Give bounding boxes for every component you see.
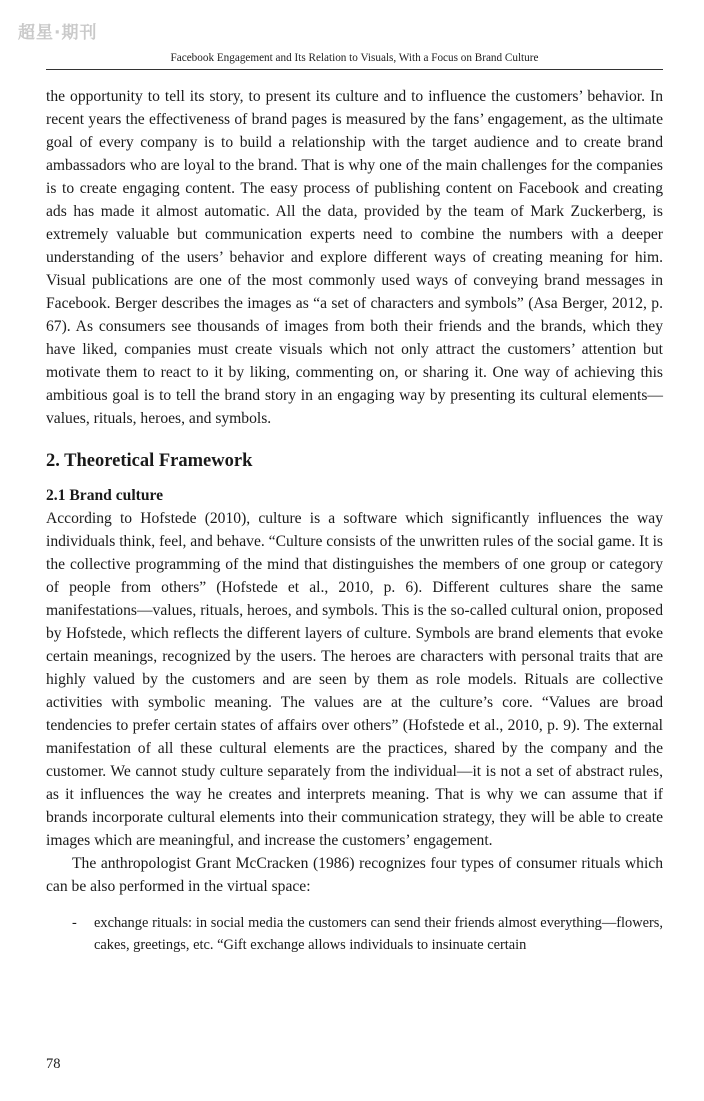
intro-paragraph: the opportunity to tell its story, to present its culture and to influence the customers’ behavior. In recent years the effectiveness of brand pages is measured by the fans’ engagement, as the ultimate goal of every company is to build a relationship with the target audience and to create brand ambassadors who are loyal to the brand. That is why one of the main challenges for the companies is to create engaging content. The easy process of publishing content on Facebook and creating ads has made it almost automatic. All the data, provided by the team of Mark Zuckerberg, is extremely valuable but communication experts need to combine the numbers with a deeper understanding of the users’ behavior and explore different ways of creating meaning for him. Visual publications are one of the most commonly used ways of conveying brand messages in Facebook. Berger describes the images as “a set of characters and symbols” (Asa Berger, 2012, p. 67). As consumers see thousands of images from both their friends and the brands, which they have liked, companies must create visuals which not only attract the customers’ attention but motivate them to react to it by liking, commenting on, or sharing it. One way of achieving this ambitious goal is to tell the brand story in an engaging way by presenting its cultural elements—values, rituals, heroes, and symbols.: [46, 88, 663, 427]
section-heading: 2. Theoretical Framework: [46, 451, 253, 471]
list-item-text: exchange rituals: in social media the customers can send their friends almost everything—flowers, cakes, greetings, etc. “Gift exchange allows individuals to insinuate certain: [94, 915, 663, 953]
page-body: [46, 85, 663, 956]
list-item: [46, 912, 663, 956]
rituals-paragraph: The anthropologist Grant McCracken (1986) recognizes four types of consumer rituals which can be also performed in the virtual space:: [46, 855, 663, 895]
running-header: Facebook Engagement and Its Relation to Visuals, With a Focus on Brand Culture: [170, 52, 539, 64]
rituals-list: [46, 912, 663, 956]
header-rule: [46, 69, 663, 70]
subsection-heading: 2.1 Brand culture: [46, 487, 164, 504]
page-number: 78: [46, 1056, 61, 1072]
culture-paragraph: According to Hofstede (2010), culture is a software which significantly influences the way individuals think, feel, and behave. “Culture consists of the unwritten rules of the social game. It is the collective programming of the mind that distinguishes the members of one group or category of people from others” (Hofstede et al., 2010, p. 6). Different cultures share the same manifestations—values, rituals, heroes, and symbols. This is the so-called cultural onion, proposed by Hofstede, which reflects the different layers of culture. Symbols are brand elements that evoke certain meanings, recognized by the users. The heroes are characters with personal traits that are highly valued by the customers and are seen by them as role models. Rituals are collective activities with symbolic meaning. The values are at the culture’s core. “Values are broad tendencies to prefer certain states of affairs over others” (Hofstede et al., 2010, p. 9). The external manifestation of all these cultural elements are the practices, shared by the company and the customer. We cannot study culture separately from the individual—it is not a set of abstract rules, as it influences the way he creates and interprets meaning. That is why we can assume that if brands incorporate cultural elements into their communication strategy, they will be able to create images which are meaningful, and increase the customers’ engagement.: [46, 510, 663, 849]
list-bullet: -: [72, 915, 77, 931]
watermark-logo: 超星·期刊: [18, 23, 98, 43]
